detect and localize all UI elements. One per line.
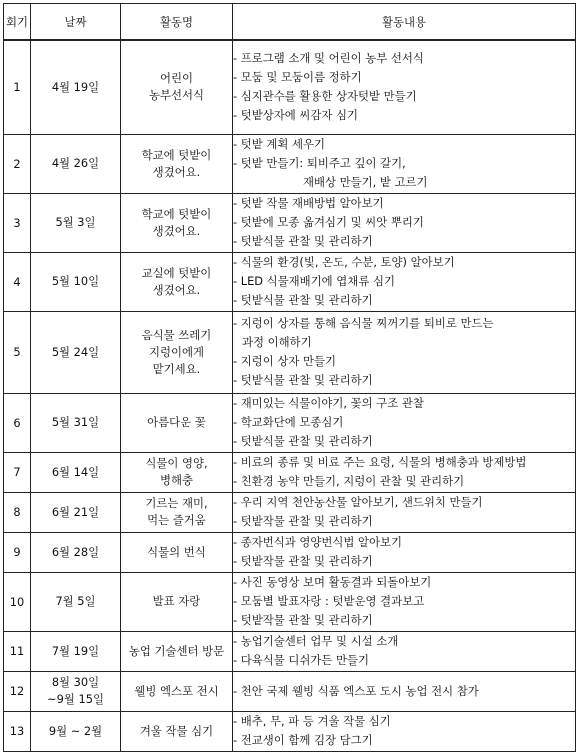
activity-content-item: - 텃밭 계획 세우기 [233,137,325,151]
activity-name-line: 발표 자랑 [152,594,201,608]
activity-content-item: - 천안 국제 웰빙 식품 엑스포 도시 농업 전시 참가 [233,683,479,698]
table-row [4,393,576,452]
activity-name-line: 음식물 쓰레기 [141,327,212,342]
activity-schedule-table [3,3,576,752]
activity-content-item: - 모둠별 발표자랑 : 텃밭운영 결과보고 [233,594,425,608]
session-number: 2 [4,134,31,193]
table-row [4,311,576,393]
table-row [4,711,576,751]
activity-content [233,252,576,311]
table-row [4,452,576,492]
table-row [4,252,576,311]
activity-name-line: 먹는 즐거움 [147,513,206,527]
session-number: 5 [4,311,31,393]
activity-content-item: - 사진 동영상 보며 활동결과 되돌아보기 [233,575,432,589]
activity-name [121,134,233,193]
activity-content-item: - 모둠 및 모둠이름 정하기 [233,70,362,85]
activity-name-line: 아름다운 꽃 [147,415,206,429]
activity-name-line: 농업 기술센터 방문 [128,643,225,658]
table-row [4,492,576,532]
activity-content-item: - 친환경 농약 만들기, 지렁이 관찰 및 관리하기 [233,474,465,488]
header-date: 날짜 [31,4,121,41]
activity-name-line: 생겼어요. [152,223,201,238]
table-row [4,193,576,252]
activity-content-item: - LED 식물재배기에 엽채류 심기 [233,274,395,288]
session-date: 5월 3일 [31,193,121,252]
session-date: 7월 19일 [31,631,121,671]
activity-content-item: - 텃밭작물 관찰 및 관리하기 [233,514,373,528]
activity-name [121,631,233,671]
activity-name-line: 교실에 텃밭이 [141,265,212,280]
table-row [4,532,576,572]
activity-name-line: 웰빙 엑스포 전시 [134,683,219,698]
activity-content-item: - 텃밭 작물 재배방법 알아보기 [233,196,384,210]
activity-content-item: - 텃밭 만들기: 퇴비주고 깊이 갈기, [233,156,406,170]
activity-name-line: 식물의 번식 [147,544,206,559]
table-row [4,134,576,193]
activity-name-line: 생겼어요. [152,164,201,179]
table-row [4,40,576,134]
activity-content-item: - 종자번식과 영양번식법 알아보기 [233,535,403,549]
activity-name [121,393,233,452]
activity-content-item: - 심지관수를 활용한 상자텃밭 만들기 [233,89,417,104]
activity-content-item: - 우리 지역 천안농산물 알아보기, 샌드위치 만들기 [233,495,483,509]
session-number: 6 [4,393,31,452]
activity-content-item: - 전교생이 함께 김장 담그기 [233,733,373,747]
activity-content-item: - 텃밭에 모종 옮겨심기 및 씨앗 뿌리기 [233,215,424,229]
activity-name [121,252,233,311]
activity-name [121,492,233,532]
activity-content-item: 재배상 만들기, 밭 고르기 [303,175,428,189]
session-date-line: ~9월 15일 [47,692,104,706]
header-activity-name: 활동명 [121,4,233,41]
session-number: 1 [4,40,31,134]
session-date: 9월 ~ 2월 [31,711,121,751]
activity-content [233,711,576,751]
activity-name-line: 학교에 텃밭이 [141,147,212,162]
activity-name-line: 기르는 재미, [145,496,208,510]
session-date: 7월 5일 [31,572,121,631]
activity-content [233,671,576,711]
table-row [4,631,576,671]
activity-content-item: - 식물의 환경(빛, 온도, 수분, 토양) 알아보기 [233,255,455,269]
activity-content [233,572,576,631]
activity-name-line: 농부선서식 [148,88,205,103]
activity-content-item: - 재미있는 식물이야기, 꽃의 구조 관찰 [233,396,424,410]
activity-content-item: - 텃밭상자에 씨감자 심기 [233,108,359,123]
session-number: 8 [4,492,31,532]
activity-content-item: - 프로그램 소개 및 어린이 농부 선서식 [233,51,424,66]
session-date: 4월 19일 [31,40,121,134]
session-number: 9 [4,532,31,572]
activity-content-item: - 농업기술센터 업무 및 시설 소개 [233,634,399,648]
activity-content-item: - 텃밭작물 관찰 및 관리하기 [233,554,373,568]
activity-name-line: 어린이 [159,71,193,86]
activity-name [121,452,233,492]
session-date [31,671,121,711]
activity-content-item: 과정 이해하기 [242,335,312,349]
activity-name [121,711,233,751]
activity-content-item: - 텃밭식물 관찰 및 관리하기 [233,293,373,307]
activity-name [121,572,233,631]
session-number: 10 [4,572,31,631]
activity-content-item: - 텃밭식물 관찰 및 관리하기 [233,234,373,248]
activity-content [233,311,576,393]
session-date: 5월 10일 [31,252,121,311]
activity-content [233,492,576,532]
session-date: 6월 28일 [31,532,121,572]
session-date: 5월 31일 [31,393,121,452]
activity-content-item: - 비료의 종류 및 비료 주는 요령, 식물의 병해충과 방제방법 [233,455,527,469]
session-date-line: 8월 30일 [51,675,100,689]
activity-name-line: 겨울 작물 심기 [139,723,214,738]
activity-content-item: - 텃밭식물 관찰 및 관리하기 [233,373,373,387]
activity-content-item: - 지렁이 상자 만들기 [233,354,336,368]
session-number: 7 [4,452,31,492]
activity-content [233,40,576,134]
session-number: 11 [4,631,31,671]
activity-content [233,134,576,193]
activity-content-item: - 텃밭작물 관찰 및 관리하기 [233,613,373,627]
session-date: 4월 26일 [31,134,121,193]
activity-content [233,452,576,492]
activity-content-item: - 학교화단에 모종심기 [233,415,344,429]
header-row [4,4,576,41]
session-date: 6월 21일 [31,492,121,532]
activity-content-item: - 다육식물 디쉬가든 만들기 [233,653,370,667]
activity-content [233,532,576,572]
session-number: 13 [4,711,31,751]
session-number: 4 [4,252,31,311]
activity-content-item: - 텃밭식물 관찰 및 관리하기 [233,434,373,448]
table-row [4,572,576,631]
activity-name [121,671,233,711]
table-row [4,671,576,711]
session-number: 12 [4,671,31,711]
activity-content [233,193,576,252]
header-session: 회기 [4,4,31,41]
activity-name-line: 학교에 텃밭이 [141,206,212,221]
activity-content [233,631,576,671]
session-date: 6월 14일 [31,452,121,492]
session-number: 3 [4,193,31,252]
activity-name [121,311,233,393]
activity-name-line: 생겼어요. [152,282,201,297]
activity-content-item: - 지렁이 상자를 통해 음식물 찌꺼기를 퇴비로 만드는 [233,316,494,330]
activity-content [233,393,576,452]
activity-content-item: - 배추, 무, 파 등 겨울 작물 심기 [233,714,391,728]
activity-name-line: 식물이 영양, [145,456,208,470]
session-date: 5월 24일 [31,311,121,393]
activity-name-line: 지렁이에게 [148,344,205,359]
activity-name [121,193,233,252]
activity-name-line: 맡기세요. [152,361,201,376]
activity-name [121,532,233,572]
header-activity-content: 활동내용 [233,4,576,41]
activity-name [121,40,233,134]
activity-name-line: 병해충 [159,473,193,487]
